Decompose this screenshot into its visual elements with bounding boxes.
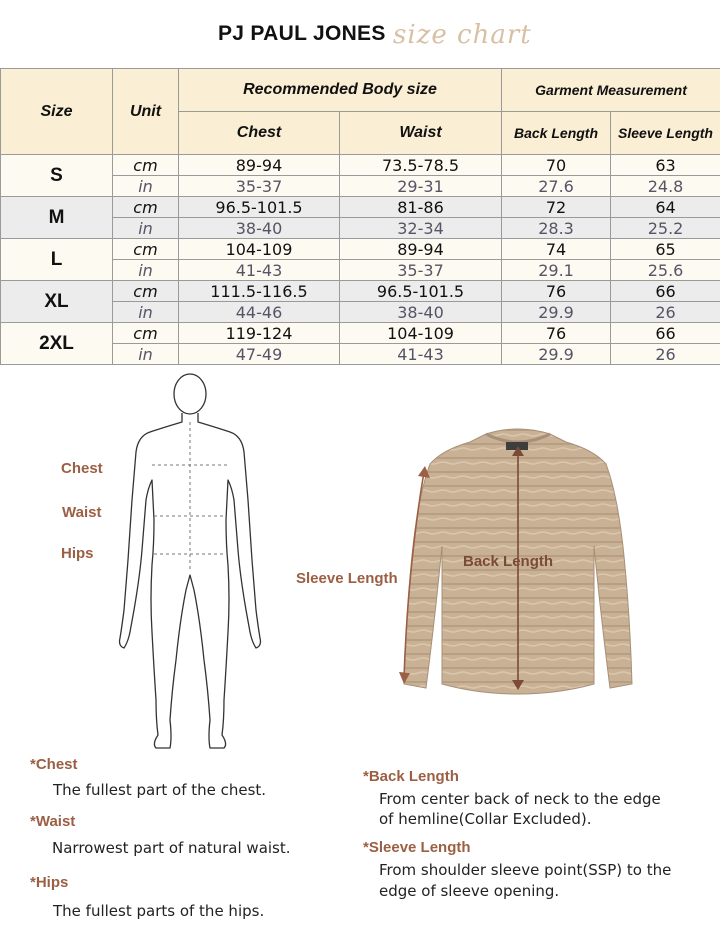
- size-label: XL: [1, 281, 113, 323]
- chest-in: 35-37: [179, 176, 340, 197]
- brand-name: PJ PAUL JONES: [218, 22, 386, 45]
- header-chest: Chest: [179, 112, 340, 155]
- unit-in: in: [113, 218, 179, 239]
- unit-cm: cm: [113, 239, 179, 260]
- waist-cm: 73.5-78.5: [340, 155, 502, 176]
- label-waist: Waist: [62, 504, 102, 521]
- sleeve-length-in: 26: [611, 302, 720, 323]
- waist-in: 32-34: [340, 218, 502, 239]
- sleeve-length-cm: 64: [611, 197, 720, 218]
- size-chart-table: [0, 68, 720, 365]
- desc-waist-title: *Waist: [30, 813, 76, 830]
- brand-script-title: size chart: [393, 20, 532, 50]
- header-garment: Garment Measurement: [502, 69, 720, 112]
- brand-header: [0, 20, 720, 56]
- table-row: [1, 239, 720, 260]
- sleeve-length-in: 25.6: [611, 260, 720, 281]
- desc-back-text-2: of hemline(Collar Excluded).: [379, 810, 592, 828]
- unit-in: in: [113, 176, 179, 197]
- back-length-cm: 76: [502, 323, 611, 344]
- size-label: L: [1, 239, 113, 281]
- table-row: [1, 155, 720, 176]
- back-length-cm: 74: [502, 239, 611, 260]
- unit-in: in: [113, 302, 179, 323]
- chest-cm: 104-109: [179, 239, 340, 260]
- label-hips: Hips: [61, 545, 94, 562]
- chest-in: 41-43: [179, 260, 340, 281]
- back-length-in: 27.6: [502, 176, 611, 197]
- table-row: [1, 197, 720, 218]
- waist-in: 29-31: [340, 176, 502, 197]
- unit-cm: cm: [113, 155, 179, 176]
- waist-in: 35-37: [340, 260, 502, 281]
- sleeve-length-in: 25.2: [611, 218, 720, 239]
- table-row: [1, 281, 720, 302]
- table-row: [1, 323, 720, 344]
- label-chest: Chest: [61, 460, 103, 477]
- label-sleeve-length: Sleeve Length: [296, 570, 398, 587]
- header-waist: Waist: [340, 112, 502, 155]
- desc-sleeve-title: *Sleeve Length: [363, 839, 471, 856]
- sleeve-length-cm: 65: [611, 239, 720, 260]
- desc-sleeve-text-1: From shoulder sleeve point(SSP) to the: [379, 861, 672, 879]
- desc-back-text-1: From center back of neck to the edge: [379, 790, 661, 808]
- back-length-in: 29.9: [502, 302, 611, 323]
- desc-chest-text: The fullest part of the chest.: [53, 781, 267, 799]
- chest-in: 47-49: [179, 344, 340, 365]
- waist-cm: 89-94: [340, 239, 502, 260]
- unit-cm: cm: [113, 281, 179, 302]
- sleeve-length-cm: 66: [611, 281, 720, 302]
- unit-cm: cm: [113, 197, 179, 218]
- desc-sleeve-text-2: edge of sleeve opening.: [379, 882, 560, 900]
- waist-cm: 81-86: [340, 197, 502, 218]
- chest-in: 44-46: [179, 302, 340, 323]
- header-sleeve-length: Sleeve Length: [611, 112, 720, 155]
- header-size: Size: [1, 69, 113, 155]
- back-length-cm: 70: [502, 155, 611, 176]
- unit-in: in: [113, 260, 179, 281]
- size-label: S: [1, 155, 113, 197]
- unit-in: in: [113, 344, 179, 365]
- waist-in: 38-40: [340, 302, 502, 323]
- sleeve-length-cm: 66: [611, 323, 720, 344]
- waist-cm: 104-109: [340, 323, 502, 344]
- chest-in: 38-40: [179, 218, 340, 239]
- header-body-size: Recommended Body size: [179, 69, 502, 112]
- chest-cm: 89-94: [179, 155, 340, 176]
- waist-cm: 96.5-101.5: [340, 281, 502, 302]
- sleeve-length-cm: 63: [611, 155, 720, 176]
- size-label: 2XL: [1, 323, 113, 365]
- desc-hips-title: *Hips: [30, 874, 69, 891]
- back-length-in: 29.9: [502, 344, 611, 365]
- desc-hips-text: The fullest parts of the hips.: [53, 902, 265, 920]
- body-outline-figure: [110, 370, 270, 755]
- chest-cm: 111.5-116.5: [179, 281, 340, 302]
- size-label: M: [1, 197, 113, 239]
- desc-chest-title: *Chest: [30, 756, 78, 773]
- chest-cm: 96.5-101.5: [179, 197, 340, 218]
- waist-in: 41-43: [340, 344, 502, 365]
- chest-cm: 119-124: [179, 323, 340, 344]
- back-length-cm: 72: [502, 197, 611, 218]
- header-unit: Unit: [113, 69, 179, 155]
- header-back-length: Back Length: [502, 112, 611, 155]
- back-length-cm: 76: [502, 281, 611, 302]
- back-length-in: 29.1: [502, 260, 611, 281]
- desc-waist-text: Narrowest part of natural waist.: [52, 839, 291, 857]
- sleeve-length-in: 26: [611, 344, 720, 365]
- sleeve-length-in: 24.8: [611, 176, 720, 197]
- unit-cm: cm: [113, 323, 179, 344]
- label-back-length: Back Length: [463, 553, 554, 570]
- desc-back-title: *Back Length: [363, 768, 459, 785]
- back-length-in: 28.3: [502, 218, 611, 239]
